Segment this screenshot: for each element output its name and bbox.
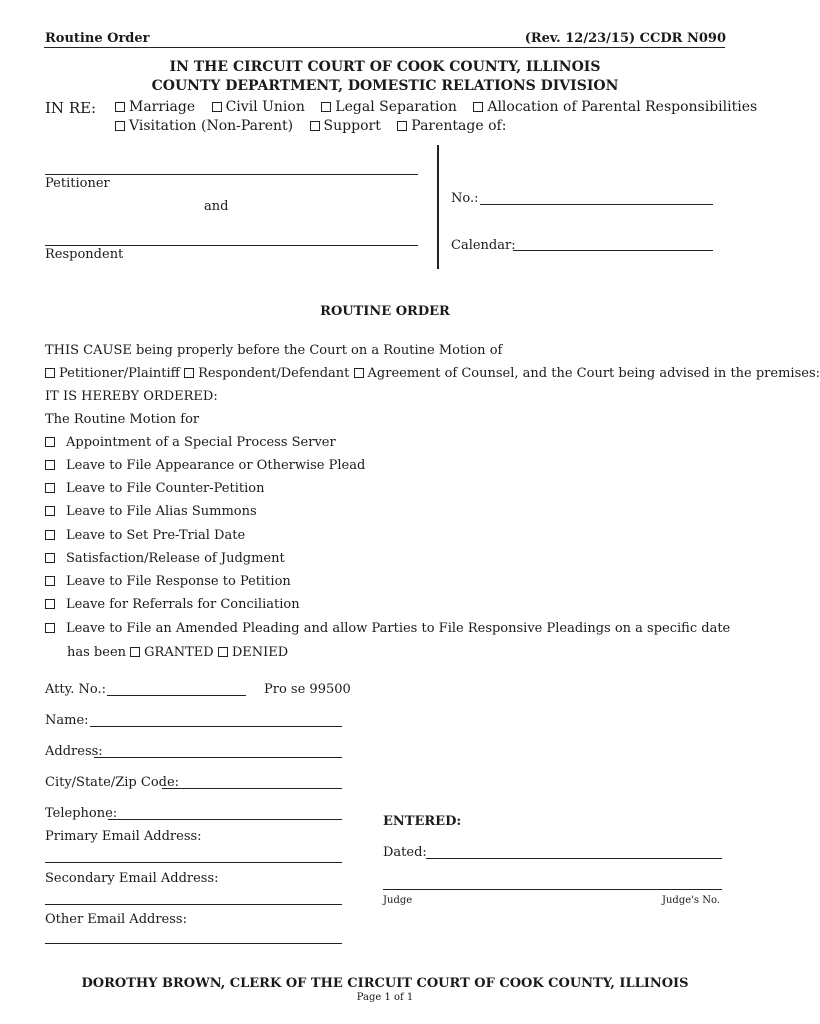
city-label: City/State/Zip Code: — [45, 775, 180, 790]
parties-divider — [437, 145, 439, 269]
checkbox[interactable] — [354, 368, 364, 378]
denied-option[interactable]: DENIED — [218, 645, 288, 660]
movant-option-respondent[interactable]: Respondent/Defendant — [184, 366, 349, 381]
petitioner-label: Petitioner — [45, 176, 110, 191]
checkbox[interactable] — [130, 647, 140, 657]
in-re-row1 — [115, 99, 757, 115]
calendar-label: Calendar: — [451, 238, 516, 253]
judge-no-label: Judge's No. — [661, 895, 720, 906]
in-re-option-support[interactable]: Support — [310, 118, 381, 134]
dated-label: Dated: — [383, 845, 427, 860]
city-field[interactable] — [162, 788, 342, 789]
checkbox[interactable] — [397, 121, 407, 131]
checkbox[interactable] — [45, 623, 55, 633]
court-title-line2: COUNTY DEPARTMENT, DOMESTIC RELATIONS DIVISION — [151, 78, 619, 94]
secondary-email-field[interactable] — [45, 904, 342, 905]
in-re-option-civil-union[interactable]: Civil Union — [212, 99, 305, 115]
in-re-option-legal-separation[interactable]: Legal Separation — [321, 99, 457, 115]
judge-signature-line[interactable] — [383, 889, 722, 890]
checkbox[interactable] — [45, 599, 55, 609]
in-re-option-parentage[interactable]: Parentage of: — [397, 118, 506, 134]
page-number: Page 1 of 1 — [356, 992, 414, 1003]
address-field[interactable] — [94, 757, 342, 758]
form-name: Routine Order — [45, 31, 150, 46]
primary-email-field[interactable] — [45, 862, 342, 863]
judge-label: Judge — [383, 895, 413, 906]
checkbox[interactable] — [184, 368, 194, 378]
granted-option[interactable]: GRANTED — [130, 645, 214, 660]
checkbox[interactable] — [321, 102, 331, 112]
motion-item[interactable]: Satisfaction/Release of Judgment — [45, 551, 285, 566]
header-rule — [44, 47, 725, 48]
and-label: and — [204, 199, 229, 214]
checkbox[interactable] — [45, 368, 55, 378]
atty-no-label: Atty. No.: — [45, 682, 106, 697]
motion-item[interactable]: Leave to File Alias Summons — [45, 504, 257, 519]
in-re-option-marriage[interactable]: Marriage — [115, 99, 195, 115]
checkbox[interactable] — [218, 647, 228, 657]
telephone-field[interactable] — [108, 819, 342, 820]
in-re-option-allocation[interactable]: Allocation of Parental Responsibilities — [473, 99, 757, 115]
other-email-field[interactable] — [45, 943, 342, 944]
atty-no-field[interactable] — [107, 695, 246, 696]
other-email-label: Other Email Address: — [45, 912, 187, 927]
checkbox[interactable] — [45, 576, 55, 586]
address-label: Address: — [45, 744, 103, 759]
motion-item[interactable]: Leave to File Response to Petition — [45, 574, 291, 589]
telephone-label: Telephone: — [45, 806, 118, 821]
entered-label: ENTERED: — [383, 814, 462, 829]
checkbox[interactable] — [473, 102, 483, 112]
court-title-line1: IN THE CIRCUIT COURT OF COOK COUNTY, ILLINOIS — [169, 59, 601, 75]
motion-item[interactable]: Leave to File Counter-Petition — [45, 481, 264, 496]
dated-field[interactable] — [426, 858, 722, 859]
motion-item[interactable]: Leave for Referrals for Conciliation — [45, 597, 300, 612]
ordered-text: IT IS HEREBY ORDERED: — [45, 389, 218, 404]
primary-email-label: Primary Email Address: — [45, 829, 202, 844]
calendar-field[interactable] — [513, 250, 713, 251]
checkbox[interactable] — [115, 121, 125, 131]
motion-for-text: The Routine Motion for — [45, 412, 200, 427]
pro-se-label: Pro se 99500 — [264, 682, 351, 697]
checkbox[interactable] — [45, 530, 55, 540]
clerk-footer: DOROTHY BROWN, CLERK OF THE CIRCUIT COURT OF COOK COUNTY, ILLINOIS — [81, 976, 689, 991]
motion-item[interactable]: Appointment of a Special Process Server — [45, 435, 336, 450]
checkbox[interactable] — [45, 460, 55, 470]
checkbox[interactable] — [45, 553, 55, 563]
motion-item[interactable]: Leave to Set Pre-Trial Date — [45, 528, 245, 543]
movant-option-petitioner[interactable]: Petitioner/Plaintiff — [45, 366, 180, 381]
respondent-label: Respondent — [45, 247, 124, 262]
name-field[interactable] — [90, 726, 342, 727]
in-re-row2 — [115, 118, 506, 134]
disposition-row: has been GRANTED DENIED — [67, 645, 289, 660]
checkbox[interactable] — [310, 121, 320, 131]
checkbox[interactable] — [45, 437, 55, 447]
case-no-label: No.: — [451, 191, 479, 206]
movant-row — [45, 366, 820, 381]
movant-option-agreement[interactable]: Agreement of Counsel, and the Court being advised in the premises: — [354, 366, 820, 381]
name-label: Name: — [45, 713, 89, 728]
motion-item[interactable]: Leave to File an Amended Pleading and allow Parties to File Responsive Pleadings on a specific date — [45, 621, 730, 636]
order-title: ROUTINE ORDER — [320, 304, 450, 319]
in-re-option-visitation[interactable]: Visitation (Non-Parent) — [115, 118, 293, 134]
checkbox[interactable] — [115, 102, 125, 112]
checkbox[interactable] — [212, 102, 222, 112]
cause-text: THIS CAUSE being properly before the Court on a Routine Motion of — [45, 343, 503, 358]
motion-item[interactable]: Leave to File Appearance or Otherwise Plead — [45, 458, 365, 473]
petitioner-name-line[interactable] — [45, 174, 418, 175]
in-re-label: IN RE: — [45, 99, 97, 117]
case-no-field[interactable] — [480, 204, 713, 205]
secondary-email-label: Secondary Email Address: — [45, 871, 219, 886]
checkbox[interactable] — [45, 506, 55, 516]
checkbox[interactable] — [45, 483, 55, 493]
respondent-name-line[interactable] — [45, 245, 418, 246]
form-revision: (Rev. 12/23/15) CCDR N090 — [524, 31, 726, 46]
